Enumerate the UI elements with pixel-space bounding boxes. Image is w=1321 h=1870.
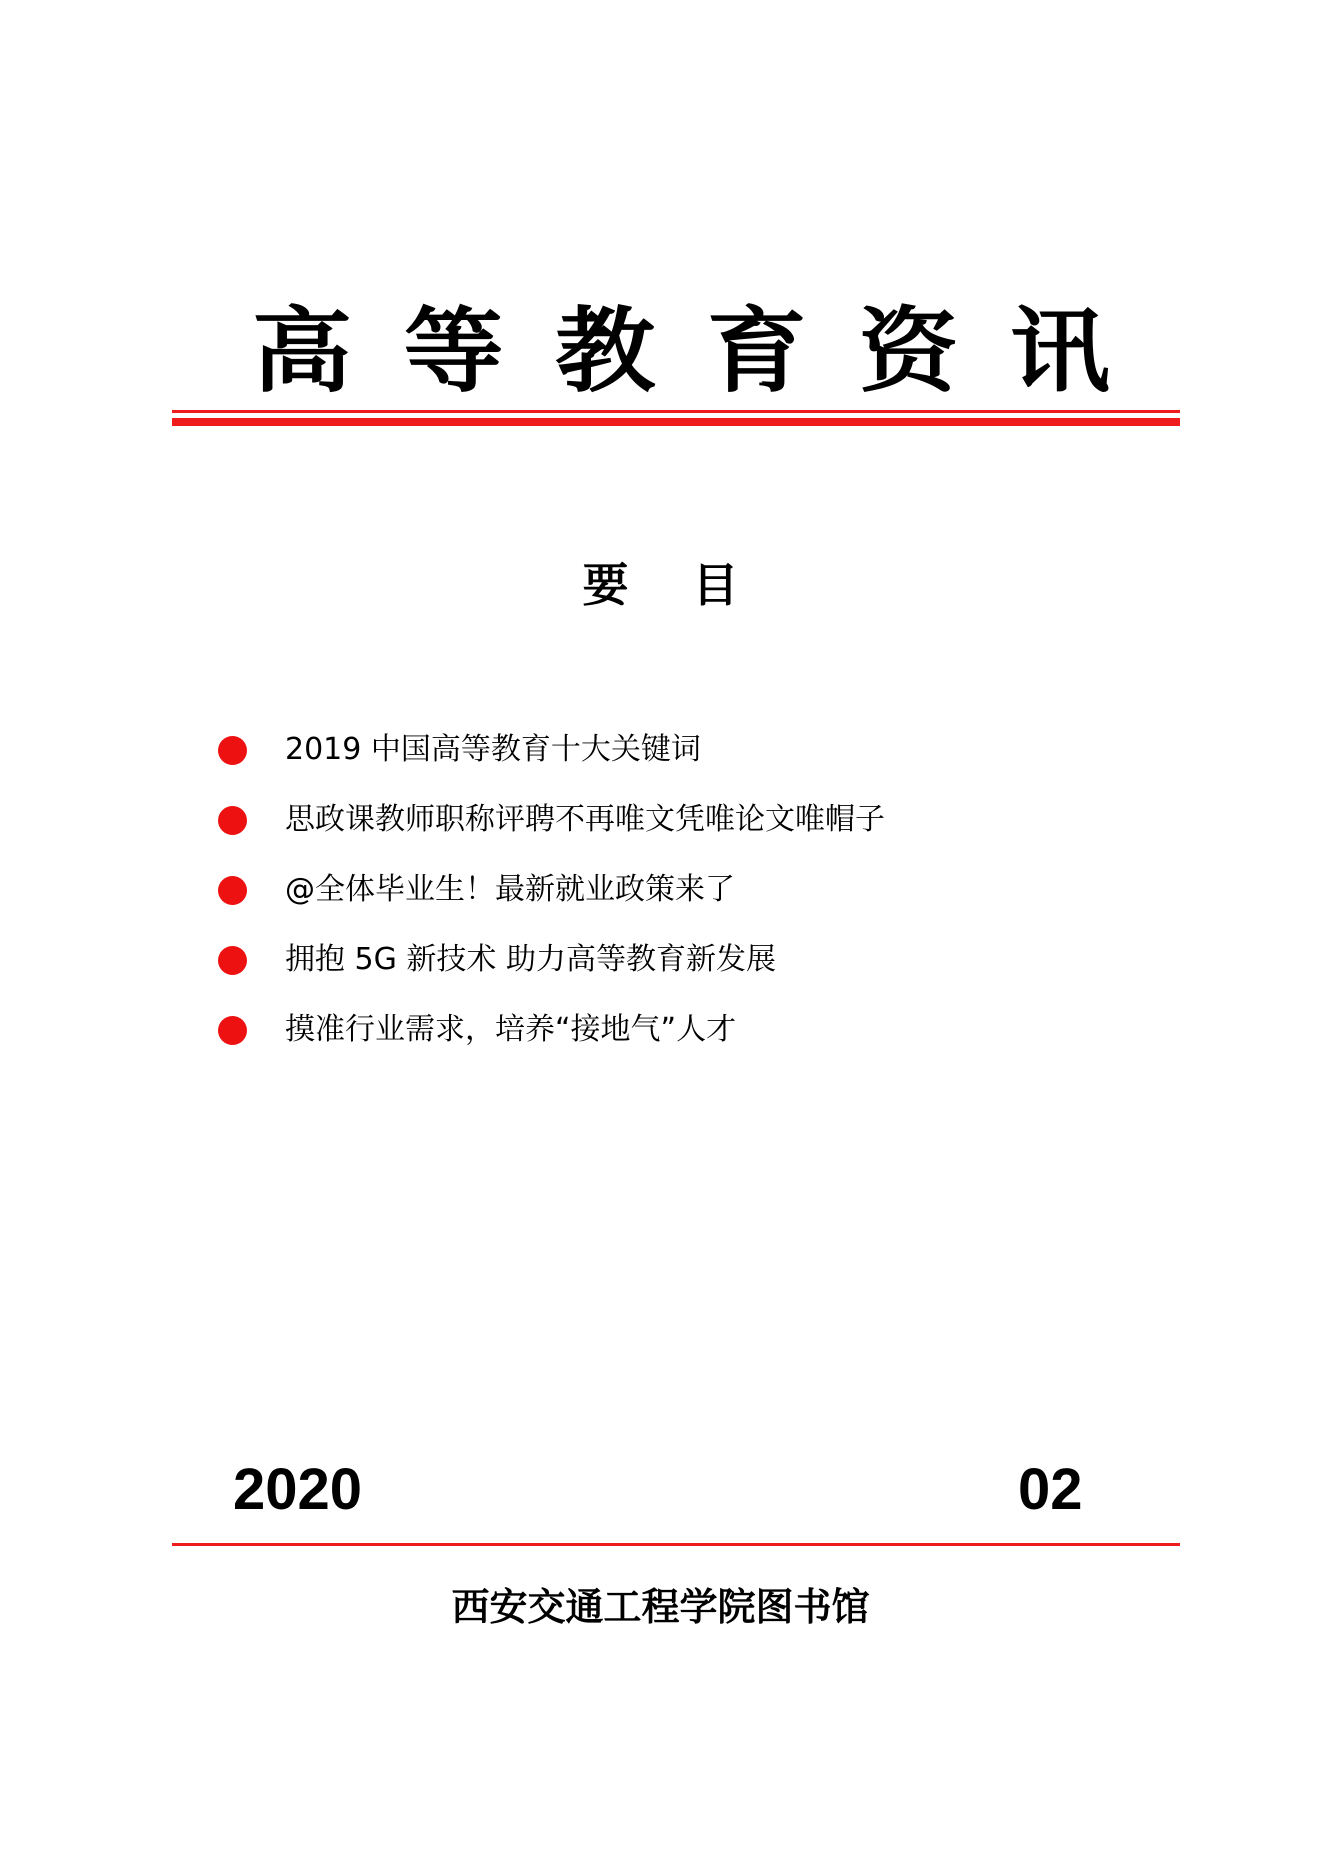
bullet-dot-icon [218, 736, 247, 765]
masthead-rule-thin [172, 410, 1180, 413]
toc-item-text: @全体毕业生！最新就业政策来了 [285, 872, 735, 907]
masthead-char: 讯 [1009, 296, 1110, 406]
toc-heading [0, 555, 1321, 615]
toc-item-text: 摸准行业需求，培养“接地气”人才 [285, 1012, 737, 1047]
bullet-dot-icon [218, 1016, 247, 1045]
masthead-char: 高 [252, 296, 352, 406]
masthead-title [172, 296, 1180, 406]
toc-item-text: 2019 中国高等教育十大关键词 [285, 732, 701, 767]
toc-item[interactable] [218, 995, 885, 1065]
bullet-dot-icon [218, 946, 247, 975]
toc-item[interactable] [218, 925, 885, 995]
masthead-char: 资 [858, 296, 959, 406]
toc-list [218, 715, 885, 1065]
toc-heading-char: 目 [692, 558, 739, 612]
toc-item-text: 拥抱 5G 新技术 助力高等教育新发展 [285, 942, 776, 977]
footer-rule [172, 1543, 1180, 1546]
toc-item[interactable] [218, 715, 885, 785]
publisher-name: 西安交通工程学院图书馆 [451, 1585, 870, 1629]
toc-item-text: 思政课教师职称评聘不再唯文凭唯论文唯帽子 [285, 802, 885, 837]
masthead-char: 育 [706, 296, 807, 406]
bullet-dot-icon [218, 876, 247, 905]
issue-year: 2020 [233, 1457, 363, 1522]
masthead-char: 等 [403, 296, 504, 406]
toc-heading-char: 要 [582, 558, 629, 612]
toc-item[interactable] [218, 855, 885, 925]
masthead-rule-thick [172, 418, 1180, 426]
issue-number: 02 [1018, 1457, 1083, 1522]
bullet-dot-icon [218, 806, 247, 835]
toc-item[interactable] [218, 785, 885, 855]
masthead-char: 教 [555, 296, 656, 406]
